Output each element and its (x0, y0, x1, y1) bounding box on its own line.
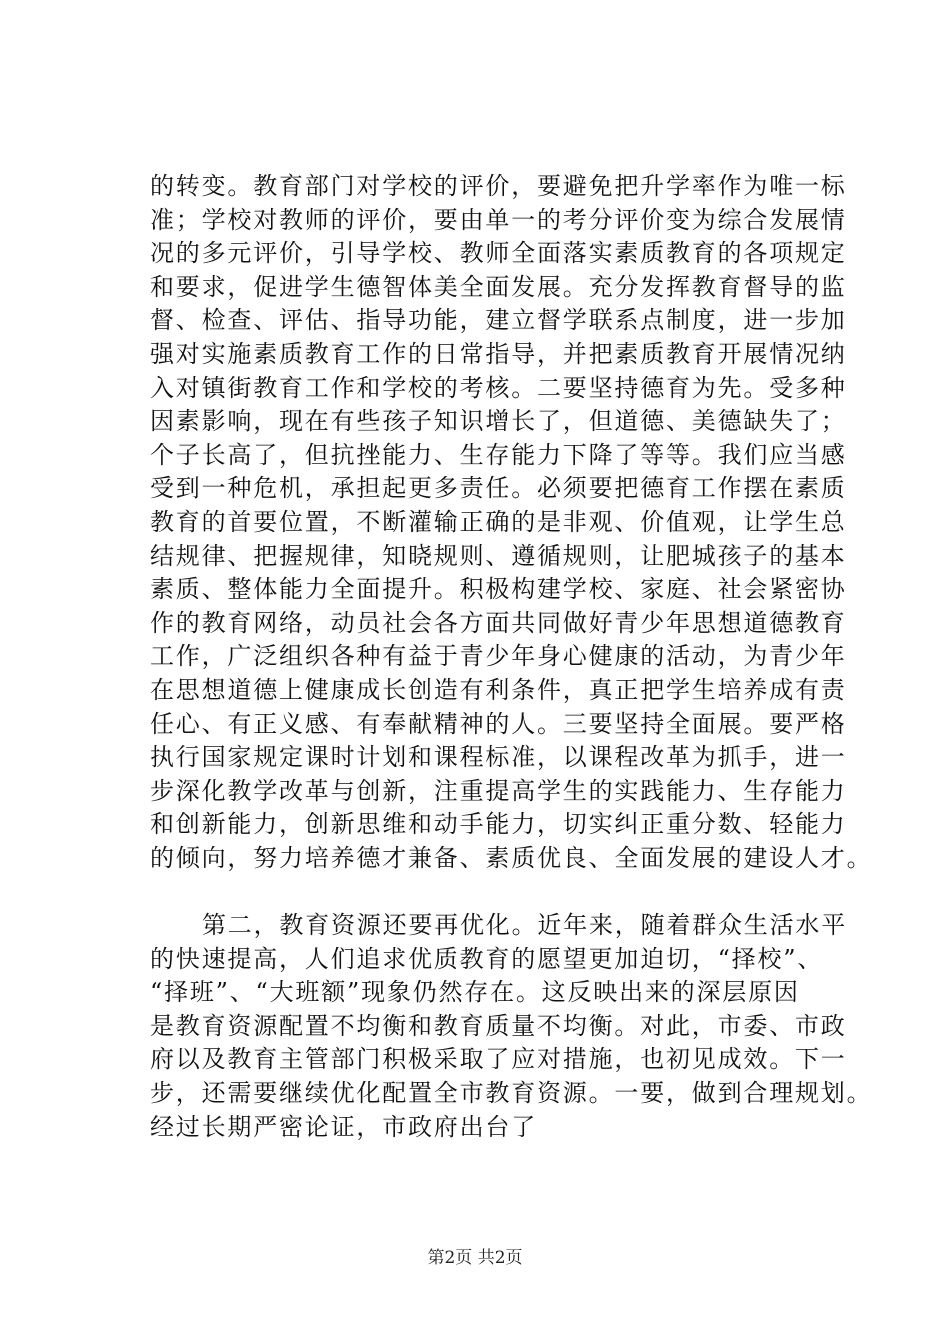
text-line: 强对实施素质教育工作的日常指导，并把素质教育开展情况纳 (150, 339, 847, 368)
paragraph-2 (150, 909, 873, 1144)
text-line: 个子长高了，但抗挫能力、生存能力下降了等等。我们应当感 (150, 440, 847, 469)
text-line: 工作，广泛组织各种有益于青少年身心健康的活动，为青少年 (150, 642, 847, 671)
text-line: 况的多元评价，引导学校、教师全面落实素质教育的各项规定 (150, 239, 847, 268)
text-line: 入对镇街教育工作和学校的考核。二要坚持德育为先。受多种 (150, 373, 847, 402)
text-line: 执行国家规定课时计划和课程标准，以课程改革为抓手，进一 (150, 743, 847, 772)
text-line: 经过长期严密论证，市政府出台了 (150, 1112, 537, 1141)
text-line: 结规律、把握规律，知晓规则、遵循规则，让肥城孩子的基本 (150, 541, 847, 570)
text-line: 和创新能力，创新思维和动手能力，切实纠正重分数、轻能力 (150, 810, 847, 839)
text-line: 的转变。教育部门对学校的评价，要避免把升学率作为唯一标 (150, 172, 847, 200)
text-line: 作的教育网络，动员社会各方面共同做好青少年思想道德教育 (150, 608, 847, 637)
text-line: 的快速提高，人们追求优质教育的愿望更加迫切，“择校”、 (150, 944, 824, 973)
text-line: 督、检查、评估、指导功能，建立督学联系点制度，进一步加 (150, 306, 847, 335)
text-line: 步深化教学改革与创新，注重提高学生的实践能力、生存能力 (150, 776, 847, 805)
text-line: 的倾向，努力培养德才兼备、素质优良、全面发展的建设人才。 (150, 843, 873, 872)
text-line: 任心、有正义感、有奉献精神的人。三要坚持全面展。要严格 (150, 709, 847, 738)
text-line: 步，还需要继续优化配置全市教育资源。一要，做到合理规划。 (150, 1079, 873, 1108)
text-line: 和要求，促进学生德智体美全面发展。充分发挥教育督导的监 (150, 272, 847, 301)
text-line: 在思想道德上健康成长创造有利条件，真正把学生培养成有责 (150, 675, 847, 704)
paragraph-1 (150, 170, 873, 875)
text-line: 素质、整体能力全面提升。积极构建学校、家庭、社会紧密协 (150, 575, 847, 604)
text-line: 第二，教育资源还要再优化。近年来，随着群众生活水平 (202, 911, 847, 940)
text-line: 受到一种危机，承担起更多责任。必须要把德育工作摆在素质 (150, 474, 847, 503)
text-line: 是教育资源配置不均衡和教育质量不均衡。对此，市委、市政 (150, 1011, 847, 1040)
text-line: 教育的首要位置，不断灌输正确的是非观、价值观，让学生总 (150, 507, 847, 536)
text-line: 准；学校对教师的评价，要由单一的考分评价变为综合发展情 (150, 205, 847, 234)
page-footer: 第2页 共2页 (427, 1248, 523, 1268)
text-line: 因素影响，现在有些孩子知识增长了，但道德、美德缺失了； (150, 407, 847, 436)
text-line: “择班”、“大班额”现象仍然存在。这反映出来的深层原因 (150, 978, 800, 1007)
body-text (150, 170, 873, 1144)
text-line: 府以及教育主管部门积极采取了应对措施，也初见成效。下一 (150, 1045, 847, 1074)
